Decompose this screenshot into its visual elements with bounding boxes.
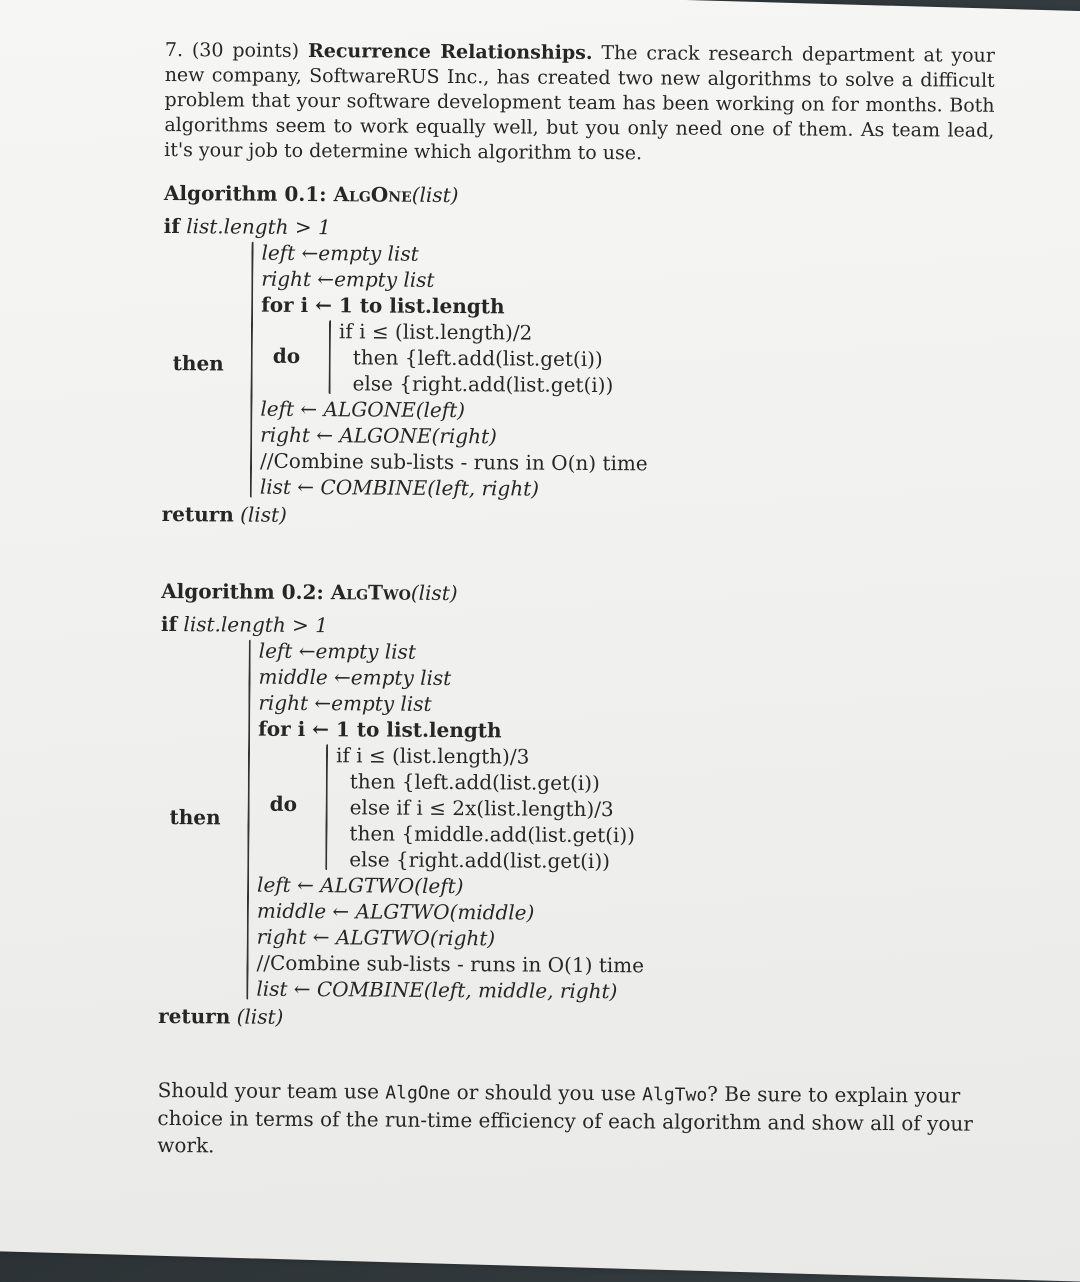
- problem-statement: [164, 38, 995, 169]
- algo2-do-label: do: [269, 791, 298, 816]
- algo1-do-brace: [329, 320, 332, 394]
- algo1-line: left ←empty list: [261, 240, 419, 266]
- problem-points: (30 points): [191, 39, 300, 62]
- algo2-name: AlgTwo: [330, 580, 411, 605]
- algo2-do-brace: [325, 744, 328, 870]
- question-part2: or should you use: [456, 1080, 636, 1106]
- if-keyword: if: [160, 611, 178, 637]
- algo2-line: left ←empty list: [258, 638, 416, 664]
- algo1-title: [164, 181, 994, 211]
- algo1-return-value: (list): [240, 502, 287, 527]
- algo2-line: else {right.add(list.get(i)): [349, 847, 611, 874]
- algo1-line: right ← ALGONE(right): [260, 422, 497, 449]
- algo2-brace: [246, 640, 251, 1000]
- algo2-line: then {middle.add(list.get(i)): [349, 821, 636, 848]
- return-keyword: return: [158, 1003, 231, 1029]
- algo2-comment: //Combine sub-lists - runs in O(1) time: [256, 950, 645, 978]
- algo2-line: middle ← ALGTWO(middle): [256, 898, 535, 925]
- algo1-do-block: [261, 318, 649, 399]
- algo2-condition: list.length > 1: [183, 612, 329, 638]
- if-keyword: if: [163, 213, 180, 239]
- algo1-do-label: do: [272, 343, 301, 368]
- return-keyword: return: [161, 501, 234, 527]
- algo1-then-label: then: [172, 351, 224, 376]
- algo1-line: else {right.add(list.get(i)): [352, 371, 614, 398]
- algo1-then-block: [162, 239, 994, 507]
- algo2-line: if i ≤ (list.length)/3: [335, 743, 530, 769]
- algorithm-one: [162, 181, 994, 533]
- document-content: [157, 38, 995, 1165]
- algo1-for-line: for i ← 1 to list.length: [261, 292, 505, 319]
- algo1-line: list ← COMBINE(left, right): [259, 474, 540, 501]
- algo1-condition: list.length > 1: [186, 214, 331, 240]
- algo2-line: then {left.add(list.get(i)): [349, 769, 600, 796]
- question-part3: ? Be sure to explain your choice in terms of the run-time efficiency of each algorithm and show all of your work.: [157, 1081, 973, 1158]
- question-code-algone: AlgOne: [385, 1082, 451, 1105]
- problem-title: Recurrence Relationships.: [307, 39, 593, 64]
- algo2-line: else if i ≤ 2x(list.length)/3: [349, 795, 614, 822]
- algo2-line: list ← COMBINE(left, middle, right): [256, 976, 618, 1004]
- algo2-line: middle ←empty list: [258, 664, 452, 691]
- algo2-line: right ← ALGTWO(right): [256, 924, 496, 951]
- algo1-param: (list): [411, 182, 459, 208]
- algo1-label: Algorithm 0.1:: [163, 180, 327, 207]
- algo2-label: Algorithm 0.2:: [161, 578, 324, 605]
- algo1-line: right ←empty list: [261, 266, 435, 292]
- algo2-for-line: for i ← 1 to list.length: [258, 716, 502, 743]
- algo2-param: (list): [410, 580, 458, 606]
- problem-text: The crack research department at your new company, SoftwareRUS Inc., has created two new algorithms to solve a difficult problem that your software development team has been working on for months. Both algorithms seem to work equally well, but you only need one of them. As team lead, it's your job to determine which algorithm to use.: [164, 42, 995, 165]
- question-code-algtwo: AlgTwo: [642, 1084, 708, 1106]
- algo2-line: left ← ALGTWO(left): [257, 872, 464, 899]
- algo1-comment: //Combine sub-lists - runs in O(n) time: [259, 448, 648, 476]
- algo1-line: if i ≤ (list.length)/2: [338, 319, 533, 345]
- algo1-name: AlgOne: [333, 182, 412, 207]
- algo1-line: left ← ALGONE(left): [260, 396, 466, 423]
- algo2-then-block: [158, 637, 991, 1009]
- algo2-return-value: (list): [236, 1004, 284, 1029]
- algo2-then-label: then: [169, 805, 221, 830]
- algo1-line: then {left.add(list.get(i)): [352, 345, 603, 372]
- algo2-do-block: [257, 742, 645, 875]
- algorithm-two: [158, 579, 991, 1035]
- algo1-brace: [250, 242, 254, 498]
- question-text: [157, 1077, 988, 1165]
- algo2-line: right ←empty list: [258, 690, 432, 716]
- question-part1: Should your team use: [157, 1077, 380, 1104]
- algo2-title: [161, 579, 991, 609]
- problem-number: 7.: [164, 38, 184, 62]
